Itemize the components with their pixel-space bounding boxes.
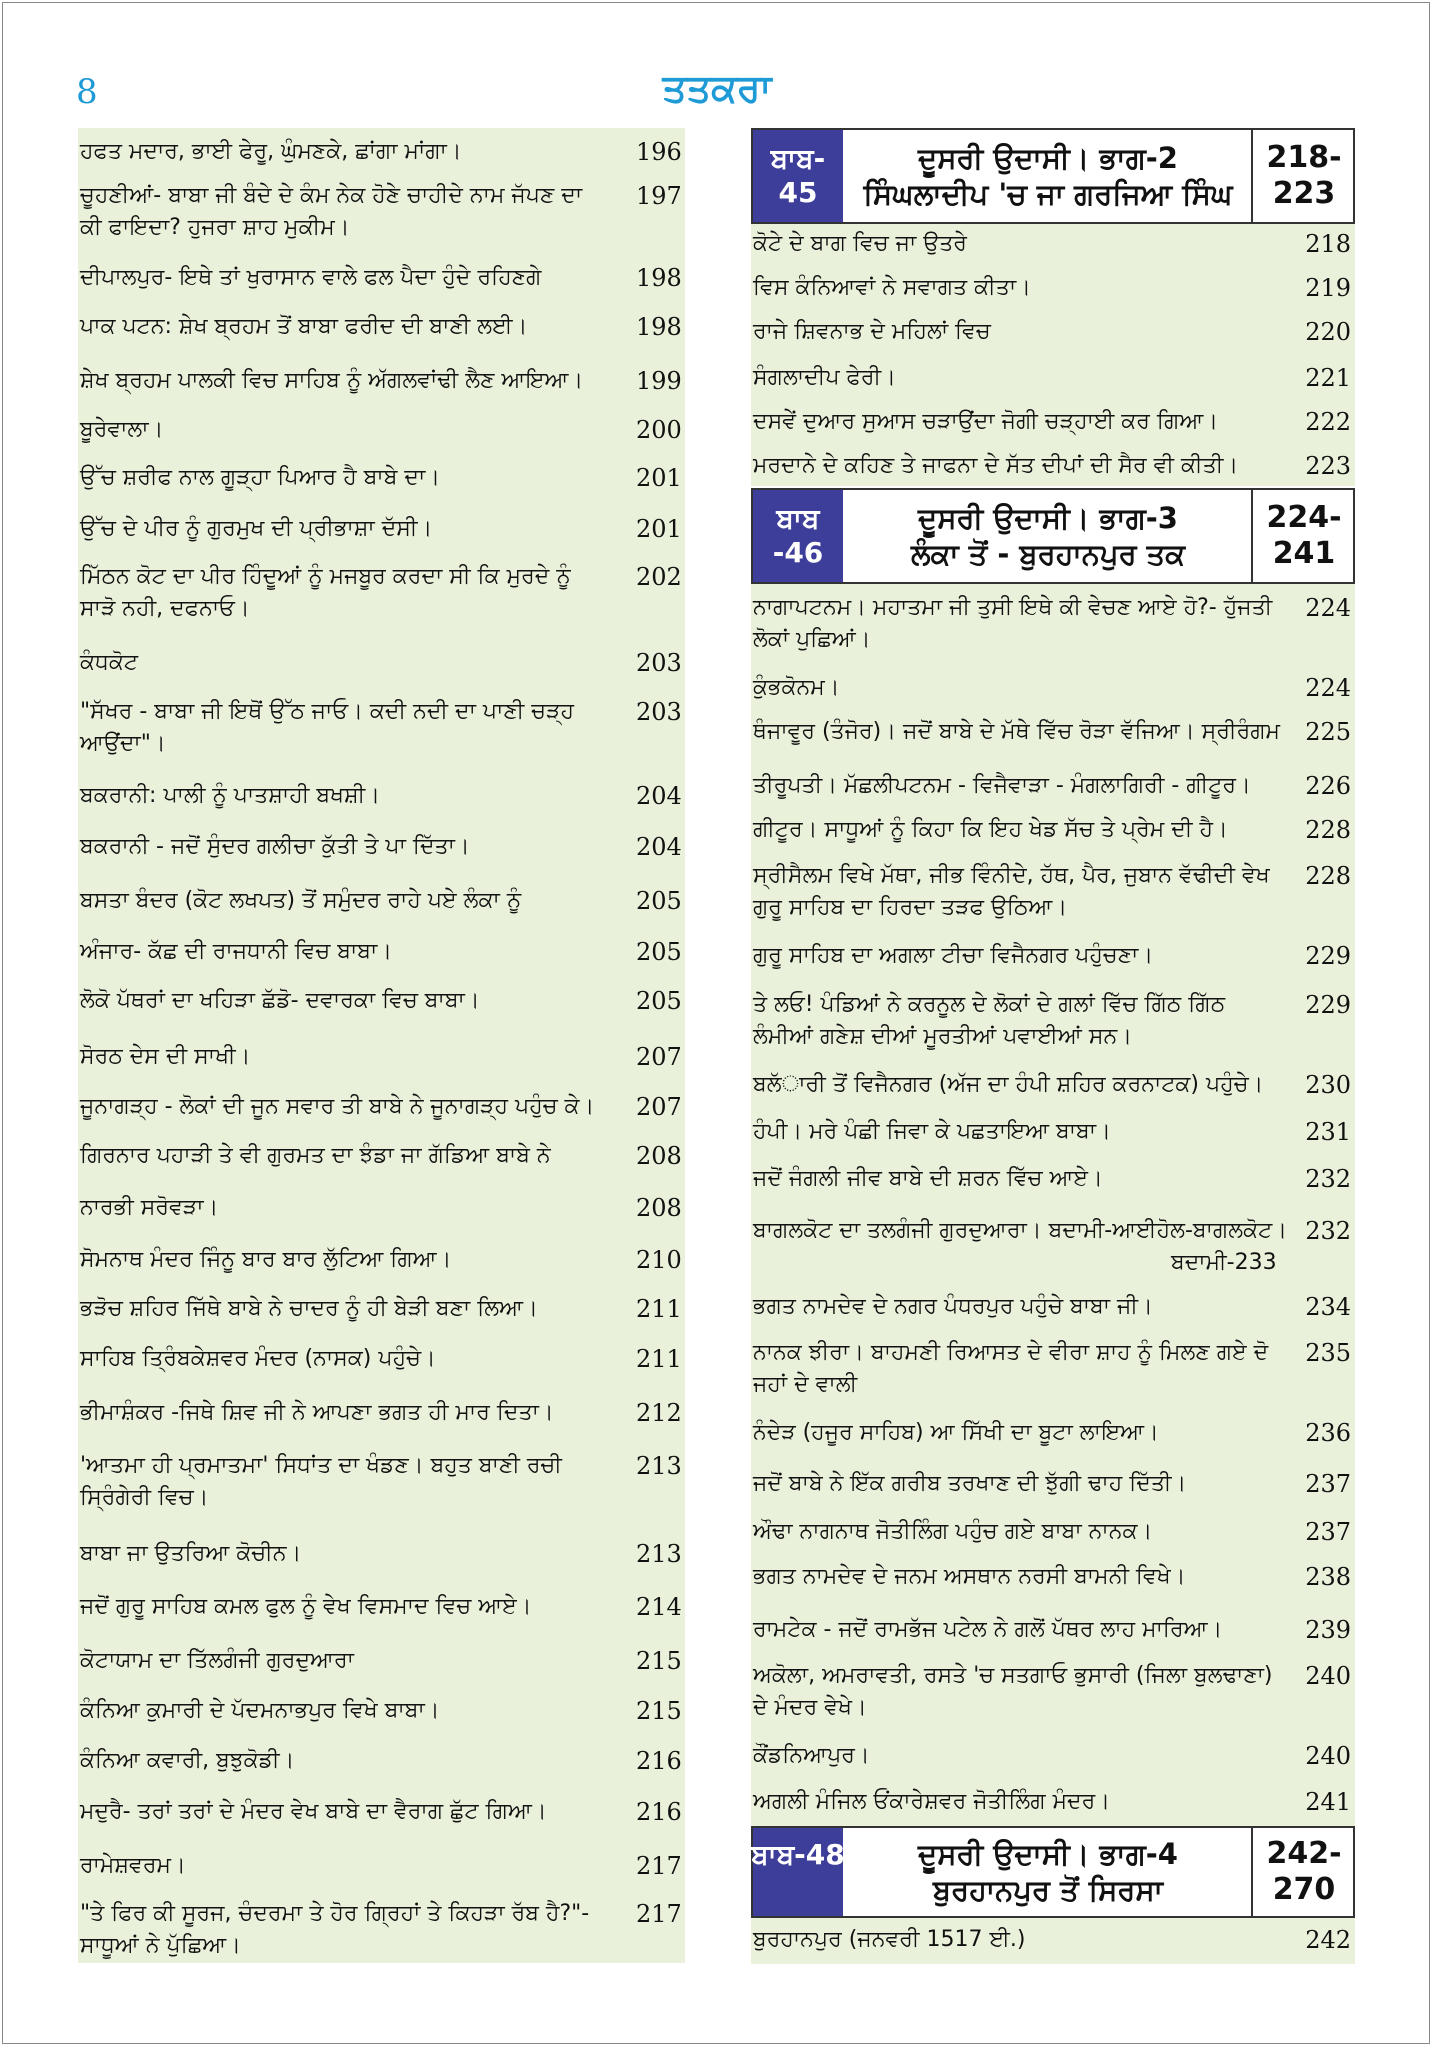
chapter-header[interactable] — [751, 128, 1355, 224]
chapter-page-range: 218- 223 — [1266, 140, 1342, 211]
chapter-header[interactable] — [751, 488, 1355, 584]
chapter-title: ਦੂਸਰੀ ਉਦਾਸੀ। ਭਾਗ-2 ਸਿੰਘਲਾਦੀਪ 'ਚ ਜਾ ਗਰਜਿਆ ਸਿੰਘ — [845, 130, 1253, 222]
chapter-header[interactable] — [751, 1826, 1355, 1918]
left-column: ਹਫਤ ਮਦਾਰ, ਭਾਈ ਫੇਰੂ, ਘੁੰਮਣਕੇ, ਛਾਂਗਾ ਮਾਂਗਾ। 196 ਚੂਹਣੀਆਂ- ਬਾਬਾ ਜੀ ਬੰਦੇ ਦੇ ਕੰਮ ਨੇਕ ਹੋਣੇ ਚਾਹੀਦੇ ਨਾਮ ਜੱਪਣ ਦਾ ਕੀ ਫਾਇਦਾ? ਹੁਜਰਾ ਸ਼ਾਹ ਮੁਕੀਮ। 197 ਦੀਪਾਲਪੁਰ- ਇਥੇ ਤਾਂ ਖੁਰਾਸਾਨ ਵਾਲੇ ਫਲ ਪੈਦਾ ਹੁੰਦੇ ਰਹਿਣਗੇ 198 ਪਾਕ ਪਟਨ: ਸ਼ੇਖ ਬ੍ਰਹਮ ਤੋਂ ਬਾਬਾ ਫਰੀਦ ਦੀ ਬਾਣੀ ਲਈ। 198 ਸ਼ੇਖ ਬ੍ਰਹਮ ਪਾਲਕੀ ਵਿਚ ਸਾਹਿਬ ਨੂੰ ਅੱਗਲਵਾਂਢੀ ਲੈਣ ਆਇਆ। 199 ਬੂਰੇਵਾਲਾ। 200 ਉੱਚ ਸ਼ਰੀਫ ਨਾਲ ਗੂੜ੍ਹਾ ਪਿਆਰ ਹੈ ਬਾਬੇ ਦਾ। 201 ਉੱਚ ਦੇ ਪੀਰ ਨੂੰ ਗੁਰਮੁਖ ਦੀ ਪ੍ਰੀਭਾਸ਼ਾ ਦੱਸੀ। 201 ਮਿੱਠਨ ਕੋਟ ਦਾ ਪੀਰ ਹਿੰਦੂਆਂ ਨੂੰ ਮਜਬੂਰ ਕਰਦਾ ਸੀ ਕਿ ਮੁਰਦੇ ਨੂੰ ਸਾੜੋ ਨਹੀ, ਦਫਨਾਓ। 202 ਕੰਧਕੋਟ 203 "ਸੱਖਰ - ਬਾਬਾ ਜੀ ਇਥੋਂ ਉੱਠ ਜਾਓ। ਕਦੀ ਨਦੀ ਦਾ ਪਾਣੀ ਚੜ੍ਹ ਆਉਂਦਾ"। 203 ਬਕਰਾਨੀ: ਪਾਲੀ ਨੂੰ ਪਾਤਸ਼ਾਹੀ ਬਖਸ਼ੀ। 204 ਬਕਰਾਨੀ - ਜਦੋਂ ਸੁੰਦਰ ਗਲੀਚਾ ਕੁੱਤੀ ਤੇ ਪਾ ਦਿੱਤਾ। 204 ਬਸਤਾ ਬੰਦਰ (ਕੋਟ ਲਖਪਤ) ਤੋਂ ਸਮੁੰਦਰ ਰਾਹੇ ਪਏ ਲੰਕਾ ਨੂੰ 205 ਅੰਜਾਰ- ਕੱਛ ਦੀ ਰਾਜਧਾਨੀ ਵਿਚ ਬਾਬਾ। 205 ਲੋਕੋ ਪੱਥਰਾਂ ਦਾ ਖਹਿੜਾ ਛੱਡੋ- ਦਵਾਰਕਾ ਵਿਚ ਬਾਬਾ। 205 ਸੋਰਠ ਦੇਸ ਦੀ ਸਾਖੀ। 207 ਜੂਨਾਗੜ੍ਹ - ਲੋਕਾਂ ਦੀ ਜੂਨ ਸਵਾਰ ਤੀ ਬਾਬੇ ਨੇ ਜੂਨਾਗੜ੍ਹ ਪਹੁੰਚ ਕੇ। 207 ਗਿਰਨਾਰ ਪਹਾੜੀ ਤੇ ਵੀ ਗੁਰਮਤ ਦਾ ਝੰਡਾ ਜਾ ਗੱਡਿਆ ਬਾਬੇ ਨੇ 208 ਨਾਰਭੀ ਸਰੋਵੜਾ। 208 ਸੋਮਨਾਥ ਮੰਦਰ ਜਿੰਨੂ ਬਾਰ ਬਾਰ ਲੁੱਟਿਆ ਗਿਆ। 210 ਭੜੋਚ ਸ਼ਹਿਰ ਜਿੱਥੇ ਬਾਬੇ ਨੇ ਚਾਦਰ ਨੂੰ ਹੀ ਬੇੜੀ ਬਣਾ ਲਿਆ। 211 ਸਾਹਿਬ ਤ੍ਰਿੰਬਕੇਸ਼ਵਰ ਮੰਦਰ (ਨਾਸਕ) ਪਹੁੰਚੇ। 211 ਭੀਮਾਸ਼ੰਕਰ -ਜਿਥੇ ਸ਼ਿਵ ਜੀ ਨੇ ਆਪਣਾ ਭਗਤ ਹੀ ਮਾਰ ਦਿਤਾ। 212 'ਆਤਮਾ ਹੀ ਪ੍ਰਮਾਤਮਾ' ਸਿਧਾਂਤ ਦਾ ਖੰਡਣ। ਬਹੁਤ ਬਾਣੀ ਰਚੀ ਸ੍ਰਿੰਗੇਰੀ ਵਿਚ। 213 ਬਾਬਾ ਜਾ ਉਤਰਿਆ ਕੋਚੀਨ। 213 ਜਦੋਂ ਗੁਰੂ ਸਾਹਿਬ ਕਮਲ ਫੁਲ ਨੂੰ ਵੇਖ ਵਿਸਮਾਦ ਵਿਚ ਆਏ। 214 ਕੋਟਾਯਾਮ ਦਾ ਤਿੱਲਗੰਜੀ ਗੁਰਦੁਆਰਾ 215 ਕੰਨਿਆ ਕੁਮਾਰੀ ਦੇ ਪੱਦਮਨਾਭਪੁਰ ਵਿਖੇ ਬਾਬਾ। 215 ਕੰਨਿਆ ਕਵਾਰੀ, ਬੁਝੁਕੋਡੀ। 216 ਮਦੁਰੈ- ਤਰਾਂ ਤਰਾਂ ਦੇ ਮੰਦਰ ਵੇਖ ਬਾਬੇ ਦਾ ਵੈਰਾਗ ਛੁੱਟ ਗਿਆ। 216 ਰਾਮੇਸ਼ਵਰਮ। 217 "ਤੇ ਫਿਰ ਕੀ ਸੂਰਜ, ਚੰਦਰਮਾ ਤੇ ਹੋਰ ਗ੍ਰਿਹਾਂ ਤੇ ਕਿਹੜਾ ਰੱਬ ਹੈ?"- ਸਾਧੂਆਂ ਨੇ ਪੁੱਛਿਆ। 217 — [78, 128, 685, 1963]
chapter-title: ਦੂਸਰੀ ਉਦਾਸੀ। ਭਾਗ-3 ਲੰਕਾ ਤੋਂ - ਬੁਰਹਾਨਪੁਰ ਤਕ — [845, 490, 1253, 582]
chapter-page-range: 224- 241 — [1266, 500, 1342, 571]
toc-entry-extra: ਬਦਾਮੀ-233 — [1171, 1250, 1277, 1275]
page-title: ਤਤਕਰਾ — [662, 66, 772, 110]
chapter-entries-bg — [751, 224, 1355, 486]
right-column: ਬਾਬ- 45 ਦੂਸਰੀ ਉਦਾਸੀ। ਭਾਗ-2 ਸਿੰਘਲਾਦੀਪ 'ਚ ਜਾ ਗਰਜਿਆ ਸਿੰਘ 218- 223 ਕੋਟੇ ਦੇ ਬਾਗ ਵਿਚ ਜਾ ਉਤਰੇ 218 ਵਿਸ ਕੰਨਿਆਵਾਂ ਨੇ ਸਵਾਗਤ ਕੀਤਾ। 219 ਰਾਜੇ ਸ਼ਿਵਨਾਭ ਦੇ ਮਹਿਲਾਂ ਵਿਚ 220 ਸੰਗਲਾਦੀਪ ਫੇਰੀ। 221 ਦਸਵੇਂ ਦੁਆਰ ਸੁਆਸ ਚੜਾਉਂਦਾ ਜੋਗੀ ਚੜ੍ਹਾਈ ਕਰ ਗਿਆ। 222 ਮਰਦਾਨੇ ਦੇ ਕਹਿਣ ਤੇ ਜਾਫਨਾ ਦੇ ਸੱਤ ਦੀਪਾਂ ਦੀ ਸੈਰ ਵੀ ਕੀਤੀ। 223 ਬਾਬ -46 ਦੂਸਰੀ ਉਦਾਸੀ। ਭਾਗ-3 ਲੰਕਾ ਤੋਂ - ਬੁਰਹਾਨਪੁਰ ਤਕ 224- 241 ਨਾਗਾਪਟਨਮ। ਮਹਾਤਮਾ ਜੀ ਤੁਸੀ ਇਥੇ ਕੀ ਵੇਚਣ ਆਏ ਹੋ?- ਹੁੱਜਤੀ ਲੋਕਾਂ ਪੁਛਿਆਂ। 224 ਕੁੰਭਕੋਨਮ। 224 ਥੰਜਾਵੂਰ (ਤੰਜੋਰ)। ਜਦੋਂ ਬਾਬੇ ਦੇ ਮੱਥੇ ਵਿੱਚ ਰੋੜਾ ਵੱਜਿਆ। ਸ੍ਰੀਰੰਗਮ 225 ਤੀਰੂਪਤੀ। ਮੱਛਲੀਪਟਨਮ - ਵਿਜੈਵਾੜਾ - ਮੰਗਲਾਗਿਰੀ - ਗੀਟੂਰ। 226 ਗੀਟੂਰ। ਸਾਧੂਆਂ ਨੂੰ ਕਿਹਾ ਕਿ ਇਹ ਖੇਡ ਸੱਚ ਤੇ ਪ੍ਰੇਮ ਦੀ ਹੈ। 228 ਸ੍ਰੀਸੈਲਮ ਵਿਖੇ ਮੱਥਾ, ਜੀਭ ਵਿੰਨੀਦੇ, ਹੱਥ, ਪੈਰ, ਜੁਬਾਨ ਵੱਢੀਦੀ ਵੇਖ ਗੁਰੂ ਸਾਹਿਬ ਦਾ ਹਿਰਦਾ ਤੜਫ ਉਠਿਆ। 228 ਗੁਰੂ ਸਾਹਿਬ ਦਾ ਅਗਲਾ ਟੀਚਾ ਵਿਜੈਨਗਰ ਪਹੁੰਚਣਾ। 229 ਤੇ ਲਓ! ਪੰਡਿਆਂ ਨੇ ਕਰਨੂਲ ਦੇ ਲੋਕਾਂ ਦੇ ਗਲਾਂ ਵਿੱਚ ਗਿੱਠ ਗਿੱਠ ਲੰਮੀਆਂ ਗਣੇਸ਼ ਦੀਆਂ ਮੂਰਤੀਆਂ ਪਵਾਈਆਂ ਸਨ। 229 ਬਲੱਾਰੀ ਤੋਂ ਵਿਜੈਨਗਰ (ਅੱਜ ਦਾ ਹੰਪੀ ਸ਼ਹਿਰ ਕਰਨਾਟਕ) ਪਹੁੰਚੇ। 230 ਹੰਪੀ। ਮਰੇ ਪੰਛੀ ਜਿਵਾ ਕੇ ਪਛਤਾਇਆ ਬਾਬਾ। 231 ਜਦੋਂ ਜੰਗਲੀ ਜੀਵ ਬਾਬੇ ਦੀ ਸ਼ਰਨ ਵਿੱਚ ਆਏ। 232 ਬਾਗਲਕੋਟ ਦਾ ਤਲਗੰਜੀ ਗੁਰਦੁਆਰਾ। ਬਦਾਮੀ-ਆਈਹੋਲ-ਬਾਗਲਕੋਟ। ਬਦਾਮੀ-233 232 ਭਗਤ ਨਾਮਦੇਵ ਦੇ ਨਗਰ ਪੰਧਰਪੁਰ ਪਹੁੰਚੇ ਬਾਬਾ ਜੀ। 234 ਨਾਨਕ ਝੀਰਾ। ਬਾਹਮਣੀ ਰਿਆਸਤ ਦੇ ਵੀਰਾ ਸ਼ਾਹ ਨੂੰ ਮਿਲਣ ਗਏ ਦੋ ਜਹਾਂ ਦੇ ਵਾਲੀ 235 ਨੰਦੇੜ (ਹਜੂਰ ਸਾਹਿਬ) ਆ ਸਿੱਖੀ ਦਾ ਬੂਟਾ ਲਾਇਆ। 236 ਜਦੋਂ ਬਾਬੇ ਨੇ ਇੱਕ ਗਰੀਬ ਤਰਖਾਣ ਦੀ ਝੁੱਗੀ ਢਾਹ ਦਿੱਤੀ। 237 ਔਢਾ ਨਾਗਨਾਥ ਜੋਤੀਲਿੰਗ ਪਹੁੰਚ ਗਏ ਬਾਬਾ ਨਾਨਕ। 237 ਭਗਤ ਨਾਮਦੇਵ ਦੇ ਜਨਮ ਅਸਥਾਨ ਨਰਸੀ ਬਾਮਨੀ ਵਿਖੇ। 238 ਰਾਮਟੇਕ - ਜਦੋਂ ਰਾਮਭੱਜ ਪਟੇਲ ਨੇ ਗਲੋਂ ਪੱਥਰ ਲਾਹ ਮਾਰਿਆ। 239 ਅਕੋਲਾ, ਅਮਰਾਵਤੀ, ਰਸਤੇ 'ਚ ਸਤਗਾਓ ਭੁਸਾਰੀ (ਜਿਲਾ ਬੁਲਢਾਣਾ) ਦੇ ਮੰਦਰ ਵੇਖੇ। 240 ਕੌਂਡਨਿਆਪੁਰ। 240 ਅਗਲੀ ਮੰਜਿਲ ਓਂਕਾਰੇਸ਼ਵਰ ਜੋਤੀਲਿੰਗ ਮੰਦਰ। 241 ਬਾਬ-48 ਦੂਸਰੀ ਉਦਾਸੀ। ਭਾਗ-4 ਬੁਰਹਾਨਪੁਰ ਤੋਂ ਸਿਰਸਾ 242- 270 ਬੁਰਹਾਨਪੁਰ (ਜਨਵਰੀ 1517 ਈ.) 242 — [751, 128, 1355, 1964]
chapter-title: ਦੂਸਰੀ ਉਦਾਸੀ। ਭਾਗ-4 ਬੁਰਹਾਨਪੁਰ ਤੋਂ ਸਿਰਸਾ — [845, 1828, 1253, 1916]
page-number: 8 — [76, 72, 98, 112]
chapter-number: ਬਾਬ- 45 — [753, 130, 843, 222]
chapter-number: ਬਾਬ -46 — [753, 490, 843, 582]
chapter-page-range: 242- 270 — [1266, 1836, 1342, 1907]
chapter-number: ਬਾਬ-48 — [753, 1828, 843, 1916]
